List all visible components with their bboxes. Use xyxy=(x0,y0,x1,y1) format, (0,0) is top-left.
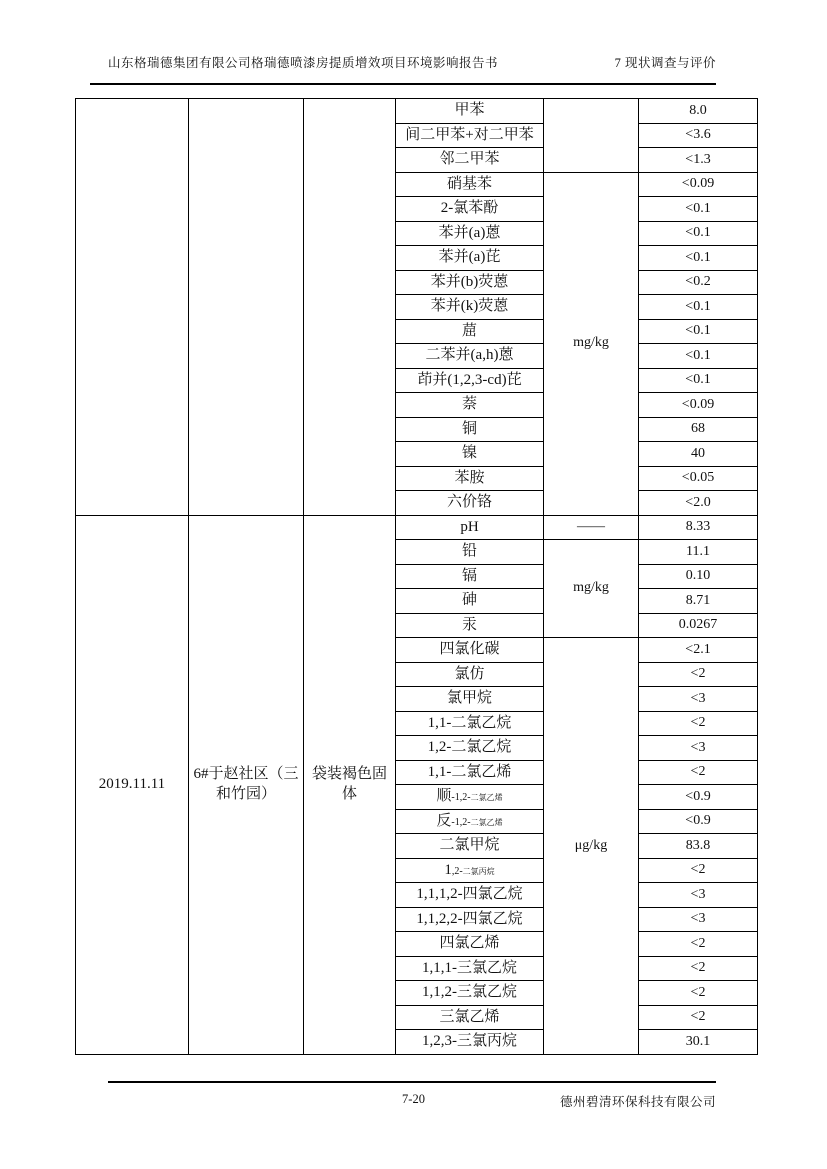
sample-date-cell: 2019.11.11 xyxy=(76,515,189,1054)
parameter-value-cell: <0.1 xyxy=(639,197,758,222)
parameter-value-cell: <0.09 xyxy=(639,393,758,418)
parameter-name-cell: 苯并(b)荧蒽 xyxy=(396,270,544,295)
unit-cell: μg/kg xyxy=(544,638,639,1055)
parameter-name-cell: 氯甲烷 xyxy=(396,687,544,712)
parameter-name-part: -1,2- xyxy=(451,792,471,803)
parameter-value-cell: 83.8 xyxy=(639,834,758,859)
parameter-name-cell: 四氯化碳 xyxy=(396,638,544,663)
parameter-name-cell: 汞 xyxy=(396,613,544,638)
sample-date-cell xyxy=(76,99,189,516)
sample-description-cell: 袋装褐色固体 xyxy=(304,515,396,1054)
parameter-value-cell: <2 xyxy=(639,662,758,687)
parameter-name-part: 反 xyxy=(436,812,452,829)
parameter-value-cell: 0.0267 xyxy=(639,613,758,638)
parameter-name-cell: 六价铬 xyxy=(396,491,544,516)
monitoring-table-body xyxy=(76,99,758,1055)
parameter-name-part: ,2- xyxy=(451,865,463,877)
page-number: 7-20 xyxy=(402,1092,425,1106)
parameter-name-cell: 甲苯 xyxy=(396,99,544,124)
parameter-value-cell: <3 xyxy=(639,907,758,932)
footer-company: 德州碧清环保科技有限公司 xyxy=(559,1095,716,1109)
parameter-name-cell: 苯并(k)荧蒽 xyxy=(396,295,544,320)
parameter-name-cell: 硝基苯 xyxy=(396,172,544,197)
parameter-name-cell: 1,1,2,2-四氯乙烷 xyxy=(396,907,544,932)
parameter-name-cell: 1,1-二氯乙烷 xyxy=(396,711,544,736)
parameter-name-cell: 萘 xyxy=(396,393,544,418)
monitoring-results-table xyxy=(75,98,758,1055)
parameter-value-cell: <0.1 xyxy=(639,295,758,320)
parameter-value-cell: <0.1 xyxy=(639,221,758,246)
parameter-name-cell: 苯胺 xyxy=(396,466,544,491)
parameter-value-cell: 68 xyxy=(639,417,758,442)
parameter-name-cell: 镍 xyxy=(396,442,544,467)
parameter-name-cell xyxy=(396,809,544,834)
parameter-name-cell: 1,1,2-三氯乙烷 xyxy=(396,981,544,1006)
parameter-name-cell: 二氯甲烷 xyxy=(396,834,544,859)
parameter-name-cell: 苯并(a)蒽 xyxy=(396,221,544,246)
parameter-name-part: 1 xyxy=(444,861,452,878)
parameter-value-cell: <0.1 xyxy=(639,319,758,344)
parameter-value-cell: <2 xyxy=(639,1005,758,1030)
parameter-name-cell: 1,1-二氯乙烯 xyxy=(396,760,544,785)
parameter-name-cell: 四氯乙烯 xyxy=(396,932,544,957)
parameter-value-cell: <3 xyxy=(639,687,758,712)
unit-cell: —— xyxy=(544,515,639,540)
parameter-name-cell: pH xyxy=(396,515,544,540)
parameter-value-cell: <2 xyxy=(639,981,758,1006)
parameter-value-cell: <3 xyxy=(639,883,758,908)
parameter-name-cell: 铜 xyxy=(396,417,544,442)
parameter-value-cell: <0.1 xyxy=(639,246,758,271)
parameter-value-cell: <2.1 xyxy=(639,638,758,663)
parameter-name-cell: 镉 xyxy=(396,564,544,589)
parameter-name-cell: 䓛 xyxy=(396,319,544,344)
sample-location-cell: 6#于赵社区（三和竹园） xyxy=(189,515,304,1054)
header-rule xyxy=(90,83,716,85)
parameter-name-part: -1,2- xyxy=(451,816,471,828)
parameter-value-cell: <0.1 xyxy=(639,344,758,369)
table-row xyxy=(76,99,758,124)
table-row xyxy=(76,515,758,540)
parameter-name-cell: 氯仿 xyxy=(396,662,544,687)
unit-cell: mg/kg xyxy=(544,172,639,515)
parameter-value-cell: 0.10 xyxy=(639,564,758,589)
parameter-name-cell: 2-氯苯酚 xyxy=(396,197,544,222)
parameter-name-cell: 1,2,3-三氯丙烷 xyxy=(396,1030,544,1055)
parameter-value-cell: 11.1 xyxy=(639,540,758,565)
sample-description-cell xyxy=(304,99,396,516)
parameter-name-cell: 间二甲苯+对二甲苯 xyxy=(396,123,544,148)
parameter-value-cell: <2 xyxy=(639,858,758,883)
parameter-name-part: 顺 xyxy=(436,788,452,804)
parameter-value-cell: <0.9 xyxy=(639,785,758,810)
parameter-name-cell: 1,1,1-三氯乙烷 xyxy=(396,956,544,981)
parameter-value-cell: <2 xyxy=(639,932,758,957)
parameter-name-cell: 邻二甲苯 xyxy=(396,148,544,173)
parameter-name-cell xyxy=(396,785,544,810)
unit-cell: mg/kg xyxy=(544,540,639,638)
header-title: 山东格瑞德集团有限公司格瑞德喷漆房提质增效项目环境影响报告书 xyxy=(108,56,499,70)
parameter-value-cell: <2 xyxy=(639,711,758,736)
parameter-value-cell: <0.05 xyxy=(639,466,758,491)
footer-rule xyxy=(108,1081,716,1083)
sample-location-cell xyxy=(189,99,304,516)
parameter-name-cell: 茚并(1,2,3-cd)芘 xyxy=(396,368,544,393)
parameter-value-cell: <2 xyxy=(639,956,758,981)
parameter-name-part: 二氯丙烷 xyxy=(462,866,495,876)
header-section-label: 7 现状调查与评价 xyxy=(614,56,716,70)
parameter-value-cell: <2.0 xyxy=(639,491,758,516)
parameter-value-cell: <3.6 xyxy=(639,123,758,148)
parameter-value-cell: 8.0 xyxy=(639,99,758,124)
parameter-value-cell: <2 xyxy=(639,760,758,785)
parameter-name-cell xyxy=(396,858,544,883)
parameter-value-cell: <1.3 xyxy=(639,148,758,173)
parameter-name-cell: 三氯乙烯 xyxy=(396,1005,544,1030)
parameter-name-part: 二氯乙烯 xyxy=(470,817,503,827)
parameter-value-cell: <0.1 xyxy=(639,368,758,393)
parameter-value-cell: <3 xyxy=(639,736,758,761)
parameter-name-cell: 铅 xyxy=(396,540,544,565)
parameter-name-cell: 苯并(a)芘 xyxy=(396,246,544,271)
unit-cell xyxy=(544,99,639,173)
parameter-name-cell: 二苯并(a,h)蒽 xyxy=(396,344,544,369)
parameter-value-cell: <0.2 xyxy=(639,270,758,295)
parameter-value-cell: 8.71 xyxy=(639,589,758,614)
parameter-value-cell: <0.9 xyxy=(639,809,758,834)
parameter-name-cell: 1,1,1,2-四氯乙烷 xyxy=(396,883,544,908)
parameter-name-part: 二氯乙烯 xyxy=(470,793,503,802)
parameter-name-cell: 1,2-二氯乙烷 xyxy=(396,736,544,761)
parameter-value-cell: 40 xyxy=(639,442,758,467)
parameter-value-cell: 30.1 xyxy=(639,1030,758,1055)
parameter-value-cell: 8.33 xyxy=(639,515,758,540)
parameter-value-cell: <0.09 xyxy=(639,172,758,197)
parameter-name-cell: 砷 xyxy=(396,589,544,614)
